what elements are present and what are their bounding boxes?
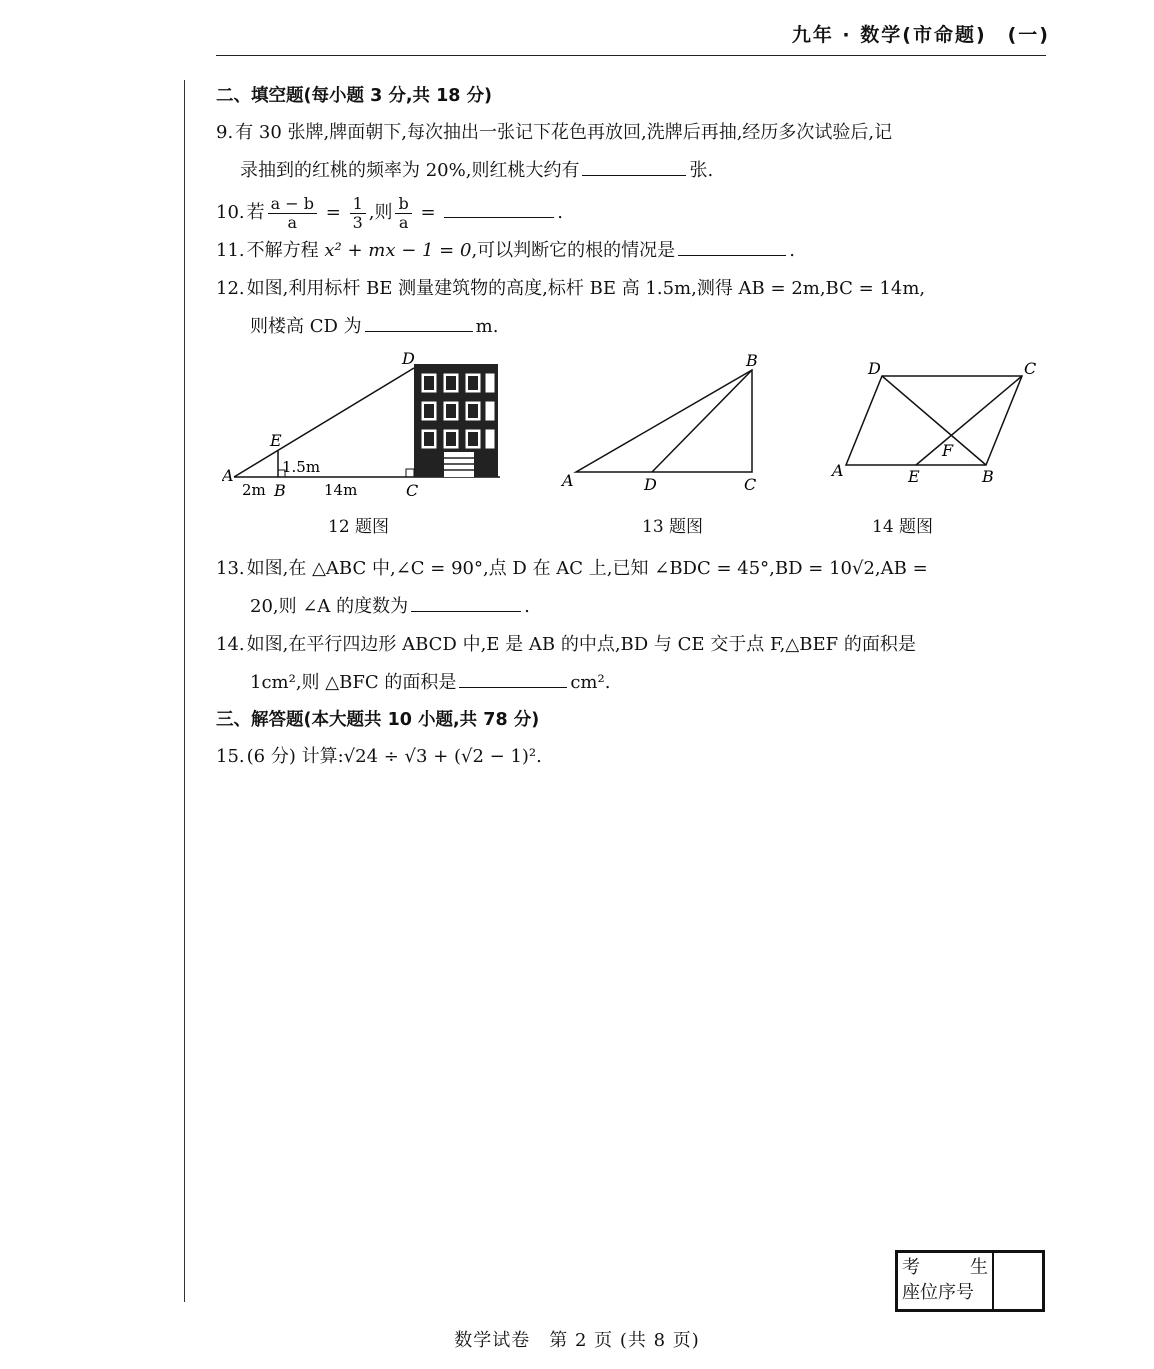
- question-text: cm².: [570, 672, 611, 693]
- label-d: D: [868, 359, 881, 378]
- question-text: 不解方程: [246, 240, 325, 261]
- fraction-denominator: a: [287, 212, 298, 232]
- question-14: [216, 626, 1048, 702]
- question-text: ,可以判断它的根的情况是: [471, 240, 676, 261]
- label-c: C: [744, 475, 757, 494]
- answer-blank[interactable]: [411, 610, 521, 612]
- seat-label-text: 座位序号: [902, 1282, 974, 1303]
- equals-sign: =: [420, 202, 436, 223]
- answer-blank[interactable]: [678, 254, 786, 256]
- answer-blank[interactable]: [582, 174, 686, 176]
- label-b: B: [274, 481, 286, 500]
- question-text-line2: [216, 664, 1048, 702]
- question-text: 录抽到的红桃的频率为 20%,则红桃大约有: [240, 160, 580, 181]
- question-number: 14.: [216, 634, 245, 655]
- question-15: [216, 738, 1048, 776]
- label-b: B: [746, 351, 758, 370]
- seat-number-box: [895, 1250, 1045, 1312]
- answer-blank[interactable]: [444, 216, 554, 218]
- length-be: 1.5m: [282, 458, 321, 476]
- label-c: C: [406, 481, 419, 500]
- section-title-solutions: 三、解答题(本大题共 10 小题,共 78 分): [216, 710, 540, 730]
- figure-14-caption: 14 题图: [872, 517, 934, 537]
- figure-13: [556, 350, 776, 537]
- question-text: 则楼高 CD 为: [250, 316, 362, 337]
- fraction-a-minus-b-over-a: [268, 195, 317, 232]
- question-text-line2: [216, 588, 1048, 626]
- label-b: B: [982, 467, 994, 486]
- figure-13-caption: 13 题图: [642, 517, 704, 537]
- label-d: D: [644, 475, 657, 494]
- question-text: m.: [475, 316, 499, 337]
- binding-margin-line: [184, 80, 185, 1302]
- fraction-b-over-a: [395, 195, 411, 232]
- question-number: 12.: [216, 278, 245, 299]
- question-text: .: [557, 202, 564, 223]
- answer-blank[interactable]: [365, 330, 473, 332]
- figure-12-caption: 12 题图: [328, 517, 390, 537]
- seat-number-label: [898, 1253, 994, 1309]
- equation: x² + mx − 1 = 0: [324, 240, 472, 261]
- question-text: 张.: [689, 160, 714, 181]
- label-a: A: [832, 461, 844, 480]
- label-a: A: [562, 471, 574, 490]
- question-text: ,则: [368, 202, 393, 223]
- question-text-line2: [216, 152, 1048, 190]
- question-10: [216, 194, 1048, 232]
- label-f: F: [942, 441, 954, 460]
- question-text-line1: 有 30 张牌,牌面朝下,每次抽出一张记下花色再放回,洗牌后再抽,经历多次试验后,记: [235, 122, 893, 143]
- figure-12-drawing: [222, 350, 512, 510]
- figure-14-drawing: [826, 350, 1046, 510]
- question-text: 20,则 ∠A 的度数为: [250, 596, 409, 617]
- answer-blank[interactable]: [459, 686, 567, 688]
- question-text: 若: [246, 202, 265, 223]
- exam-content: [216, 78, 1048, 776]
- page-footer: 数学试卷 第 2 页 (共 8 页): [454, 1330, 700, 1351]
- label-c: C: [1024, 359, 1037, 378]
- label-a: A: [222, 466, 234, 485]
- question-text-line1: 如图,利用标杆 BE 测量建筑物的高度,标杆 BE 高 1.5m,测得 AB = 2m,BC = 14m,: [246, 278, 926, 299]
- question-number: 13.: [216, 558, 245, 579]
- fraction-one-third: [350, 195, 366, 232]
- fraction-denominator: a: [398, 212, 409, 232]
- fraction-numerator: 1: [350, 195, 366, 214]
- question-11: [216, 232, 1048, 270]
- question-number: 11.: [216, 240, 245, 261]
- figure-14: [826, 350, 1046, 537]
- label-d: D: [402, 350, 415, 368]
- question-number: 9.: [216, 122, 234, 143]
- label-e: E: [908, 467, 920, 486]
- question-text: (6 分) 计算:√24 ÷ √3 + (√2 − 1)².: [246, 746, 542, 767]
- seat-number-field[interactable]: [994, 1253, 1042, 1309]
- question-text-line1: 如图,在平行四边形 ABCD 中,E 是 AB 的中点,BD 与 CE 交于点 F,△BEF 的面积是: [246, 634, 916, 655]
- figure-13-drawing: [556, 350, 776, 510]
- question-text-line2: [216, 308, 1048, 346]
- question-13: [216, 550, 1048, 626]
- length-ab: 2m: [242, 481, 266, 499]
- header-rule: [216, 55, 1046, 56]
- section-title-fill-in: 二、填空题(每小题 3 分,共 18 分): [216, 86, 493, 106]
- fraction-denominator: 3: [352, 212, 363, 232]
- length-bc: 14m: [324, 481, 358, 499]
- seat-label-char: 生: [970, 1257, 988, 1278]
- question-text: 1cm²,则 △BFC 的面积是: [250, 672, 457, 693]
- question-number: 15.: [216, 746, 245, 767]
- question-text: .: [524, 596, 530, 617]
- seat-label-char: 考: [902, 1257, 920, 1278]
- equals-sign: =: [325, 202, 341, 223]
- question-9: [216, 114, 1048, 190]
- question-12: [216, 270, 1048, 346]
- question-number: 10.: [216, 202, 245, 223]
- figure-12: [222, 350, 512, 537]
- fraction-numerator: b: [395, 195, 411, 214]
- fraction-numerator: a − b: [268, 195, 317, 214]
- figures-row: [216, 350, 1048, 550]
- label-e: E: [270, 431, 282, 450]
- page-header-title: 九年 · 数学(市命题) (一): [791, 24, 1050, 46]
- question-text-line1: 如图,在 △ABC 中,∠C = 90°,点 D 在 AC 上,已知 ∠BDC = 45°,BD = 10√2,AB =: [246, 558, 928, 579]
- question-text: .: [789, 240, 795, 261]
